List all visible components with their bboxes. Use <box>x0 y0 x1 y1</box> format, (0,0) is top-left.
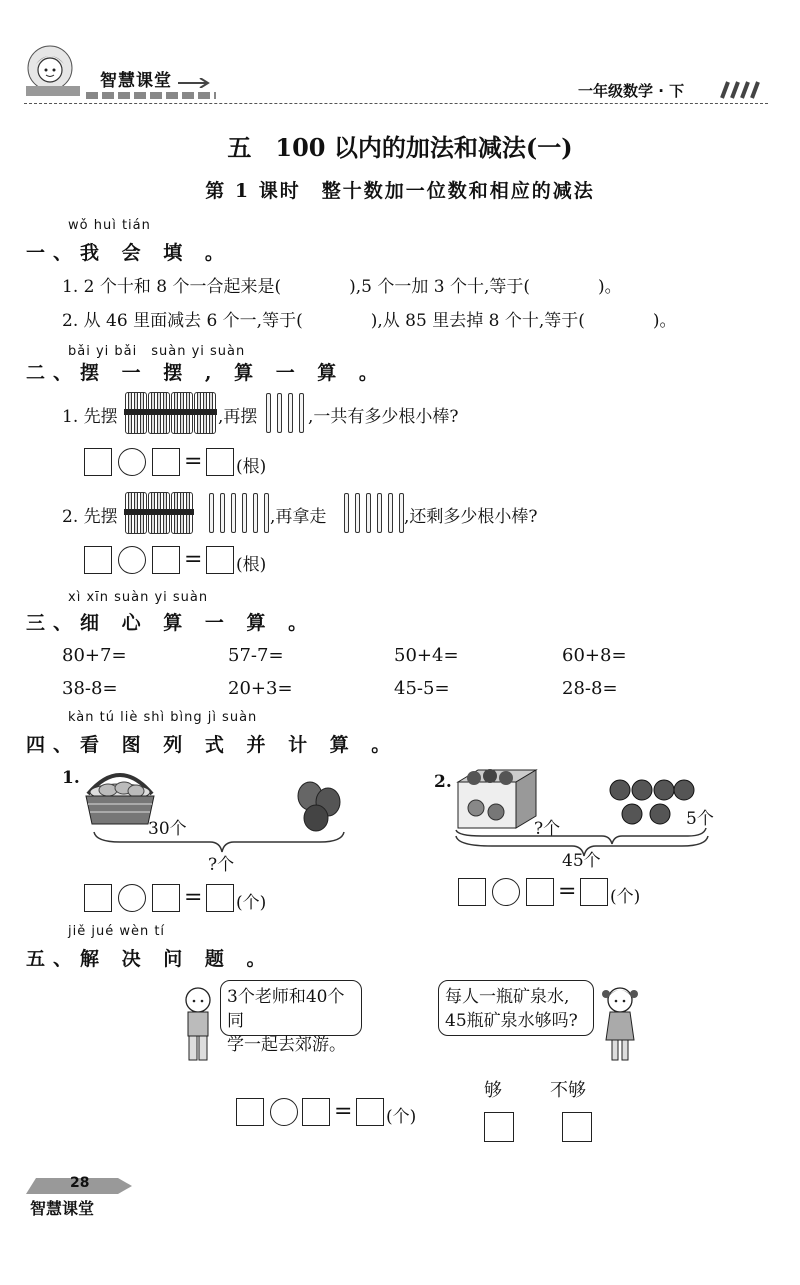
girl-figure <box>598 984 642 1066</box>
operator-circle[interactable] <box>492 878 520 906</box>
footer-brand: 智慧课堂 <box>30 1199 95 1218</box>
equals-sign: = <box>558 879 577 904</box>
single-stick-icon <box>366 493 371 533</box>
single-stick-icon <box>231 493 236 533</box>
calc-item: 50+4= <box>394 645 459 666</box>
header-dot-strip <box>86 92 216 99</box>
girl-icon <box>598 984 642 1066</box>
girl-mascot-icon <box>22 44 84 102</box>
answer-box[interactable] <box>356 1098 384 1126</box>
not-enough-label: 不够 <box>550 1080 586 1101</box>
page-number: 28 <box>70 1175 90 1191</box>
loose-eggs-icon <box>298 782 340 831</box>
stick-bundle-icon <box>125 492 147 534</box>
answer-box[interactable] <box>152 448 180 476</box>
calc-item: 60+8= <box>562 645 627 666</box>
section1-pinyin: wǒ huì tián <box>68 218 151 233</box>
calc-item: 80+7= <box>62 645 127 666</box>
operator-circle[interactable] <box>118 884 146 912</box>
stick-bundle-icon <box>171 392 193 434</box>
apples-icon <box>610 780 694 824</box>
section5-heading: 五、解 决 问 题 。 <box>26 948 274 970</box>
answer-box[interactable] <box>580 878 608 906</box>
bubble-left-line1: 3个老师和40个同 <box>227 987 345 1031</box>
equals-sign: = <box>184 885 203 910</box>
section3-pinyin: xì xīn suàn yi suàn <box>68 590 209 605</box>
answer-box[interactable] <box>84 884 112 912</box>
header-brand: 智慧课堂 <box>100 71 172 91</box>
equals-sign: = <box>184 449 203 474</box>
answer-box[interactable] <box>152 546 180 574</box>
equals-sign: = <box>334 1099 353 1124</box>
operator-circle[interactable] <box>270 1098 298 1126</box>
header-mascot <box>22 44 84 102</box>
unit-label: (根) <box>236 457 267 477</box>
answer-box[interactable] <box>236 1098 264 1126</box>
speech-bubble-right <box>438 980 594 1036</box>
answer-box[interactable] <box>526 878 554 906</box>
single-stick-icon <box>388 493 393 533</box>
enough-label: 够 <box>484 1080 502 1101</box>
operator-circle[interactable] <box>118 448 146 476</box>
answer-box[interactable] <box>206 546 234 574</box>
stick-bundle-icon <box>125 392 147 434</box>
answer-box[interactable] <box>206 884 234 912</box>
boy-icon <box>176 984 220 1066</box>
answer-box[interactable] <box>302 1098 330 1126</box>
single-stick-icon <box>355 493 360 533</box>
single-stick-icon <box>344 493 349 533</box>
problem1-label-known: 30个 <box>148 819 187 839</box>
unit-label: (个) <box>610 887 641 907</box>
section2-pinyin: bǎi yi bǎi suàn yi suàn <box>68 344 246 359</box>
answer-box[interactable] <box>458 878 486 906</box>
single-stick-icon <box>377 493 382 533</box>
section5-pinyin: jiě jué wèn tí <box>68 924 166 939</box>
section4-heading: 四、看 图 列 式 并 计 算 。 <box>26 734 399 756</box>
problem2-label-known: 5个 <box>686 809 714 829</box>
answer-box[interactable] <box>84 448 112 476</box>
single-stick-icon <box>242 493 247 533</box>
single-stick-icon <box>299 393 304 433</box>
section2-heading: 二、摆 一 摆 , 算 一 算 。 <box>26 362 386 384</box>
problem2-label-unknown: ?个 <box>534 819 561 839</box>
calc-item: 45-5= <box>394 678 450 699</box>
stick-bundle-icon <box>148 392 170 434</box>
stick-bundle-icon <box>171 492 193 534</box>
header-slash-icon <box>714 80 766 100</box>
single-stick-icon <box>277 393 282 433</box>
speech-bubble-left <box>220 980 362 1055</box>
section3-heading: 三、细 心 算 一 算 。 <box>26 612 316 634</box>
section2-q1-text-b: ,再摆 <box>218 407 258 427</box>
section1-q2: 2. 从 46 里面减去 6 个一,等于( ),从 85 里去掉 8 个十,等于( )。 <box>62 311 677 331</box>
answer-box[interactable] <box>84 546 112 574</box>
single-stick-icon <box>264 493 269 533</box>
boy-figure <box>176 984 220 1066</box>
calc-item: 57-7= <box>228 645 284 666</box>
section2-q2-text-c: ,还剩多少根小棒? <box>404 507 538 527</box>
problem1-number: 1. <box>62 768 80 788</box>
single-stick-icon <box>288 393 293 433</box>
single-stick-icon <box>220 493 225 533</box>
calc-item: 20+3= <box>228 678 293 699</box>
stick-bundle-icon <box>194 392 216 434</box>
calc-item: 28-8= <box>562 678 618 699</box>
apple-box-icon <box>458 769 536 828</box>
unit-label: (个) <box>386 1107 417 1127</box>
section1-heading: 一、我 会 填 。 <box>26 242 232 264</box>
basket-icon <box>86 775 154 824</box>
section2-q2-text-b: ,再拿走 <box>270 507 327 527</box>
header-rule <box>24 103 768 104</box>
problem1-label-total: ?个 <box>208 855 235 875</box>
section1-q1: 1. 2 个十和 8 个一合起来是( ),5 个一加 3 个十,等于( )。 <box>62 277 622 297</box>
section4-pinyin: kàn tú liè shì bìng jì suàn <box>68 710 258 725</box>
header-arrow-icon <box>178 73 212 83</box>
unit-label: (根) <box>236 555 267 575</box>
enough-checkbox[interactable] <box>484 1112 514 1142</box>
section2-q2-text-a: 2. 先摆 <box>62 507 118 527</box>
bubble-left-line2: 学一起去郊游。 <box>227 1035 346 1055</box>
lesson-title: 第 1 课时 整十数加一位数和相应的减法 <box>205 180 595 202</box>
calc-item: 38-8= <box>62 678 118 699</box>
answer-box[interactable] <box>206 448 234 476</box>
answer-box[interactable] <box>152 884 180 912</box>
unit-label: (个) <box>236 893 267 913</box>
problem2-number: 2. <box>434 772 452 792</box>
single-stick-icon <box>266 393 271 433</box>
problem2-label-total: 45个 <box>562 851 601 871</box>
stick-bundle-icon <box>148 492 170 534</box>
single-stick-icon <box>209 493 214 533</box>
single-stick-icon <box>253 493 258 533</box>
section2-q1-text-c: ,一共有多少根小棒? <box>308 407 459 427</box>
not-enough-checkbox[interactable] <box>562 1112 592 1142</box>
unit-title: 五 100 以内的加法和减法(一) <box>227 133 573 162</box>
bubble-right-line1: 每人一瓶矿泉水, <box>445 987 570 1007</box>
section2-q1-text-a: 1. 先摆 <box>62 407 118 427</box>
operator-circle[interactable] <box>118 546 146 574</box>
bubble-right-line2: 45瓶矿泉水够吗? <box>445 1011 578 1031</box>
header-subject: 一年级数学 · 下 <box>578 82 685 100</box>
equals-sign: = <box>184 547 203 572</box>
